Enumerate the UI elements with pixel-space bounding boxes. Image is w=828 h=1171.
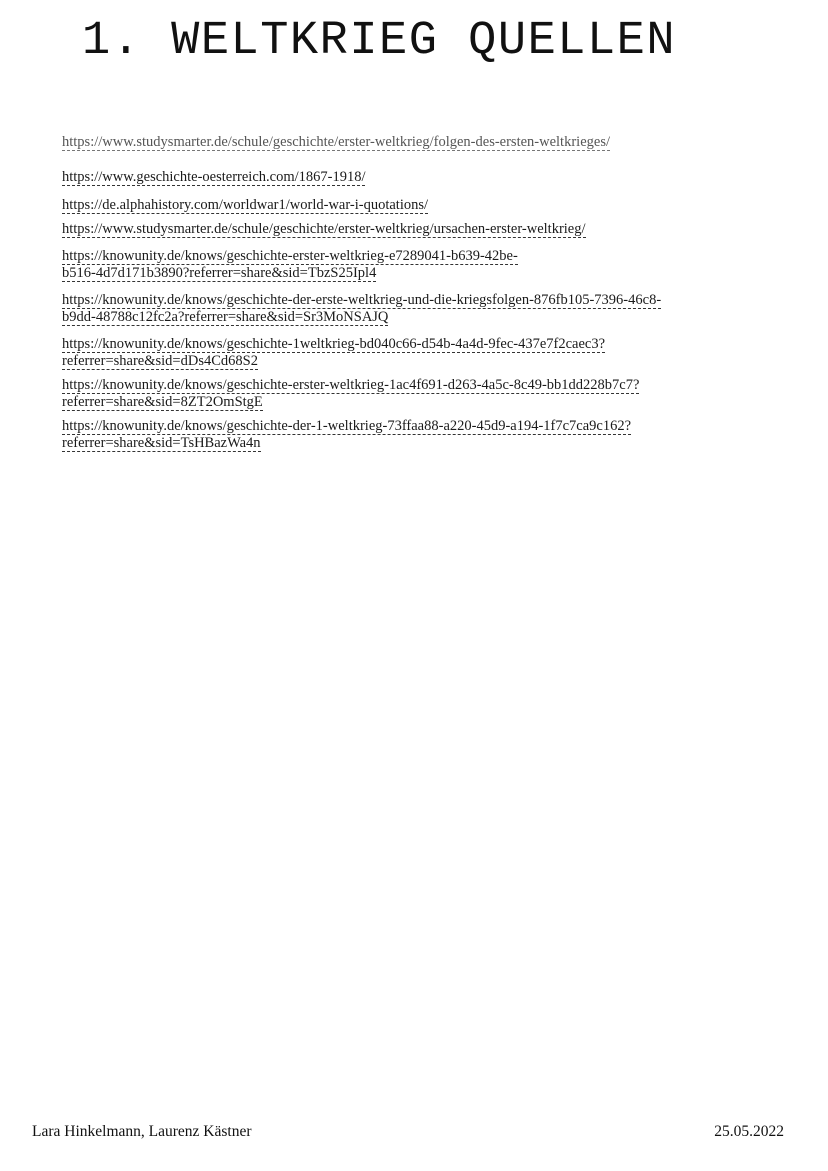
source-link-line1: https://www.studysmarter.de/schule/geschichte/erster-weltkrieg/ursachen-erster-weltkrieg/ xyxy=(62,221,586,237)
source-link[interactable] xyxy=(62,377,639,411)
source-link-line1: https://de.alphahistory.com/worldwar1/world-war-i-quotations/ xyxy=(62,197,429,213)
source-item xyxy=(62,248,762,282)
source-link[interactable] xyxy=(62,292,661,326)
source-link-line1: https://knowunity.de/knows/geschichte-der-1-weltkrieg-73ffaa88-a220-45d9-a194-1f7c7ca9c162? xyxy=(62,418,632,434)
source-link[interactable] xyxy=(62,336,605,370)
source-link-line1: https://knowunity.de/knows/geschichte-erster-weltkrieg-1ac4f691-d263-4a5c-8c49-bb1dd228b7c7? xyxy=(62,377,640,393)
source-link-line1: https://www.geschichte-oesterreich.com/1867-1918/ xyxy=(62,169,366,185)
source-link-line2: b516-4d7d171b3890?referrer=share&sid=TbzS25Ipl4 xyxy=(62,265,377,281)
source-link-line1: https://knowunity.de/knows/geschichte-der-erste-weltkrieg-und-die-kriegsfolgen-876fb105-7396-46c8- xyxy=(62,292,662,308)
footer-authors: Lara Hinkelmann, Laurenz Kästner xyxy=(32,1123,252,1140)
source-link-line2: referrer=share&sid=8ZT2OmStgE xyxy=(62,394,263,410)
source-link-line2: b9dd-48788c12fc2a?referrer=share&sid=Sr3MoNSAJQ xyxy=(62,309,389,325)
footer-date: 25.05.2022 xyxy=(714,1123,784,1140)
source-item xyxy=(62,221,762,238)
source-link[interactable] xyxy=(62,221,586,238)
source-link[interactable] xyxy=(62,134,610,151)
source-link[interactable] xyxy=(62,197,428,214)
source-item xyxy=(62,377,762,411)
source-link-line1: https://knowunity.de/knows/geschichte-erster-weltkrieg-e7289041-b639-42be- xyxy=(62,248,518,264)
source-item xyxy=(62,418,762,452)
source-link[interactable] xyxy=(62,418,631,452)
source-link-line2: referrer=share&sid=TsHBazWa4n xyxy=(62,435,261,451)
page-title: 1. WELTKRIEG QUELLEN xyxy=(82,15,677,68)
source-item xyxy=(62,336,762,370)
source-item xyxy=(62,197,762,214)
source-link-line2: referrer=share&sid=dDs4Cd68S2 xyxy=(62,353,258,369)
source-item xyxy=(62,169,762,186)
source-link-line1: https://www.studysmarter.de/schule/geschichte/erster-weltkrieg/folgen-des-ersten-weltkrieges/ xyxy=(62,134,610,150)
source-link-line1: https://knowunity.de/knows/geschichte-1weltkrieg-bd040c66-d54b-4a4d-9fec-437e7f2caec3? xyxy=(62,336,606,352)
source-list xyxy=(62,134,762,452)
source-link[interactable] xyxy=(62,248,518,282)
source-item xyxy=(62,292,762,326)
source-item xyxy=(62,134,762,151)
source-link[interactable] xyxy=(62,169,365,186)
